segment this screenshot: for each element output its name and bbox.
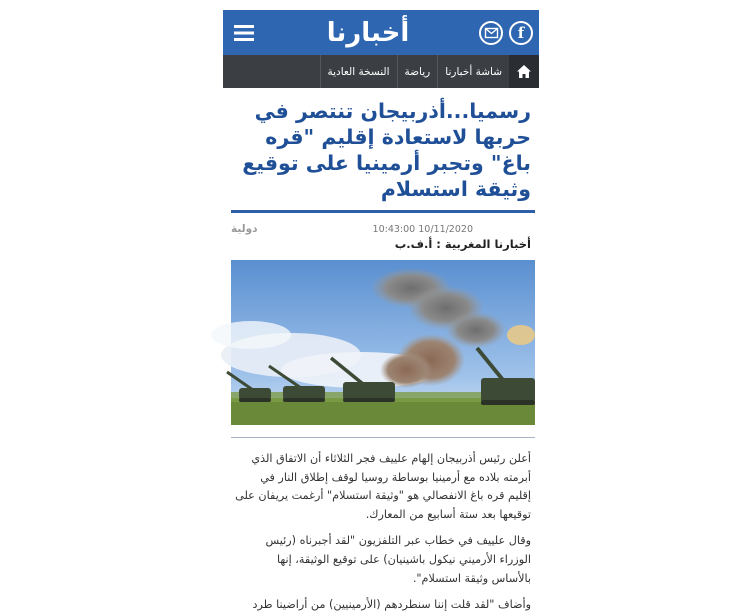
envelope-icon[interactable] (479, 21, 503, 45)
home-icon[interactable] (509, 55, 539, 88)
envelope-glyph (485, 28, 498, 38)
article-paragraph: أعلن رئيس أذربيجان إلهام علييف فجر الثلاثاء أن الاتفاق الذي أبرمته بلاده مع أرمينيا بوساطة روسيا لوقف إطلاق النار في إقليم قره باغ الانفصالي هو "وثيقة استسلام" أرغمت يريفان على توقيعها بعد ستة أسابيع من المعارك. (235, 452, 531, 521)
category-label[interactable]: دولية (231, 223, 258, 235)
facebook-icon[interactable] (509, 21, 533, 45)
top-header-bar (223, 10, 539, 55)
article-photo (231, 260, 535, 425)
hamburger-lines (234, 25, 254, 41)
nav-item-sports[interactable]: رياضة (397, 55, 438, 88)
hamburger-menu-icon[interactable] (231, 20, 257, 46)
article-source: أخبارنا المغربية : أ.ف.ب (394, 237, 531, 251)
article-paragraph: وقال علييف في خطاب عبر التلفزيون "لقد أجبرناه (رئيس الوزراء الأرميني نيكول باشينيان) على توقيع الوثيقة، إنها بالأساس وثيقة استسلام". (265, 534, 531, 585)
image-divider (231, 437, 535, 438)
article-meta (231, 223, 535, 241)
home-glyph (517, 65, 531, 78)
facebook-glyph: f (517, 23, 525, 42)
publish-datetime: 10:43:00 10/11/2020 (372, 224, 473, 235)
site-logo[interactable]: أخبارنا (326, 17, 410, 48)
article (231, 98, 535, 615)
nav-item-akhbarona-tv[interactable]: شاشة أخبارنا (437, 55, 509, 88)
article-title: رسميا...أذربيجان تنتصر في حربها لاستعادة إقليم "قره باغ" وتجبر أرمينيا على توقيع وثيقة استسلام (242, 99, 531, 201)
title-divider (231, 210, 535, 213)
nav-item-desktop-version[interactable]: النسخة العادية (320, 55, 397, 88)
main-navigation (223, 55, 539, 88)
article-paragraph: وأضاف "لقد قلت إننا سنطردهم (الأرمينيين) من أراضينا طرد (252, 598, 531, 612)
mobile-page (223, 0, 539, 612)
artillery-photo (231, 260, 535, 425)
social-links (479, 21, 533, 45)
